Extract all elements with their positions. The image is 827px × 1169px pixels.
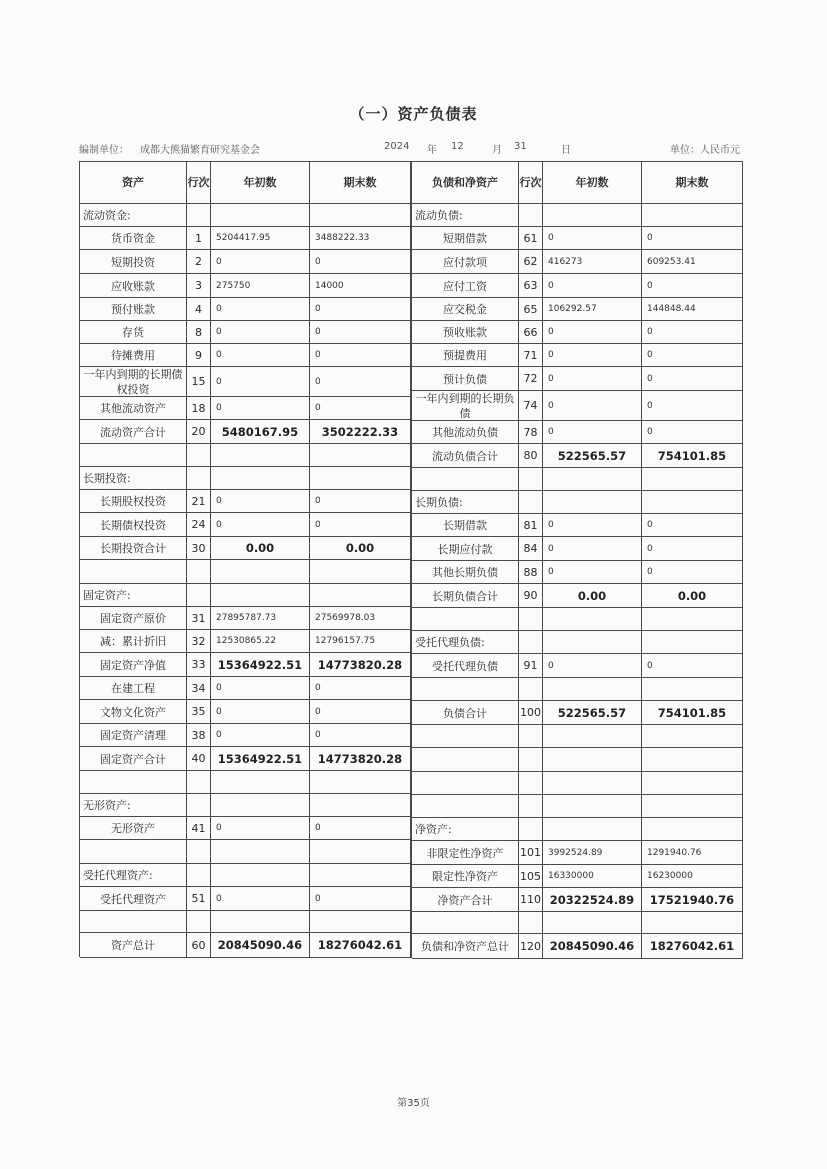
section-label: 净资产: <box>412 818 519 841</box>
total-row-label: 固定资产合计 <box>80 747 187 771</box>
end-value: 0 <box>310 344 411 367</box>
row-label: 应付工资 <box>412 274 519 298</box>
end-value: 0 <box>310 250 411 274</box>
end-value: 0 <box>642 561 743 584</box>
row-label: 长期应付款 <box>412 537 519 561</box>
line-number: 51 <box>187 887 211 911</box>
empty-cell <box>211 771 310 794</box>
total-row-label: 流动资产合计 <box>80 420 187 444</box>
row-label: 一年内到期的长期负债 <box>412 391 519 421</box>
end-value: 0 <box>310 367 411 397</box>
begin-value: 0 <box>543 654 642 678</box>
empty-cell <box>310 467 411 490</box>
line-number: 9 <box>187 344 211 367</box>
end-value: 609253.41 <box>642 250 743 274</box>
row-label: 无形资产 <box>80 817 187 840</box>
total-end-value: 0.00 <box>310 537 411 560</box>
total-end-value: 754101.85 <box>642 444 743 468</box>
begin-value: 0 <box>543 561 642 584</box>
empty-cell <box>642 631 743 654</box>
empty-cell <box>412 795 519 818</box>
section-label: 流动资金: <box>80 204 187 227</box>
begin-value: 5204417.95 <box>211 227 310 250</box>
line-number: 100 <box>519 701 543 725</box>
section-label: 长期投资: <box>80 467 187 490</box>
empty-cell <box>543 204 642 227</box>
line-number: 32 <box>187 630 211 653</box>
line-number: 21 <box>187 490 211 513</box>
empty-cell <box>543 631 642 654</box>
empty-cell <box>310 864 411 887</box>
total-begin-value: 0.00 <box>211 537 310 560</box>
begin-value: 0 <box>543 321 642 344</box>
empty-cell <box>543 748 642 772</box>
left-header-end: 期末数 <box>310 161 411 204</box>
empty-cell <box>519 795 543 818</box>
section-label: 固定资产: <box>80 584 187 607</box>
line-number: 62 <box>519 250 543 274</box>
begin-value: 0 <box>543 274 642 298</box>
line-number: 34 <box>187 677 211 700</box>
empty-cell <box>187 864 211 887</box>
begin-value: 416273 <box>543 250 642 274</box>
row-label: 其他流动负债 <box>412 421 519 444</box>
line-number: 35 <box>187 700 211 724</box>
empty-cell <box>187 840 211 864</box>
line-number: 3 <box>187 274 211 298</box>
year-label: 年 <box>427 145 437 156</box>
empty-cell <box>211 560 310 584</box>
row-label: 应交税金 <box>412 298 519 321</box>
left-header-begin: 年初数 <box>211 161 310 204</box>
total-begin-value: 5480167.95 <box>211 420 310 444</box>
total-begin-value: 522565.57 <box>543 701 642 725</box>
line-number: 63 <box>519 274 543 298</box>
end-value: 0 <box>310 298 411 321</box>
report-month: 12 <box>451 141 464 152</box>
row-label: 非限定性净资产 <box>412 841 519 865</box>
day-label: 日 <box>561 145 571 156</box>
row-label: 应付款项 <box>412 250 519 274</box>
row-label: 其他长期负债 <box>412 561 519 584</box>
end-value: 0 <box>310 817 411 840</box>
total-end-value: 18276042.61 <box>642 934 743 959</box>
line-number: 101 <box>519 841 543 865</box>
empty-cell <box>642 204 743 227</box>
row-label: 文物文化资产 <box>80 700 187 724</box>
empty-cell <box>80 911 187 933</box>
total-row-label: 资产总计 <box>80 933 187 958</box>
row-label: 长期债权投资 <box>80 513 187 537</box>
begin-value: 0 <box>211 397 310 420</box>
line-number: 33 <box>187 653 211 677</box>
empty-cell <box>187 560 211 584</box>
begin-value: 3992524.89 <box>543 841 642 865</box>
total-row-label: 固定资产净值 <box>80 653 187 677</box>
end-value: 0 <box>310 513 411 537</box>
line-number: 65 <box>519 298 543 321</box>
balance-sheet-table <box>79 161 742 953</box>
begin-value: 0 <box>211 344 310 367</box>
prepared-by-label: 编制单位： <box>79 145 129 156</box>
empty-cell <box>519 631 543 654</box>
section-label: 受托代理资产: <box>80 864 187 887</box>
begin-value: 0 <box>543 367 642 391</box>
total-end-value: 3502222.33 <box>310 420 411 444</box>
empty-cell <box>543 818 642 841</box>
end-value: 144848.44 <box>642 298 743 321</box>
empty-cell <box>211 204 310 227</box>
total-row-label: 长期负债合计 <box>412 584 519 608</box>
empty-cell <box>543 725 642 748</box>
total-begin-value: 20322524.89 <box>543 888 642 912</box>
month-label: 月 <box>492 145 502 156</box>
begin-value: 0 <box>543 391 642 421</box>
begin-value: 0 <box>211 817 310 840</box>
header-asset: 资产 <box>80 161 187 204</box>
section-label: 无形资产: <box>80 794 187 817</box>
empty-cell <box>310 794 411 817</box>
end-value: 14000 <box>310 274 411 298</box>
empty-cell <box>211 467 310 490</box>
line-number: 8 <box>187 321 211 344</box>
line-number: 74 <box>519 391 543 421</box>
row-label: 在建工程 <box>80 677 187 700</box>
empty-cell <box>211 840 310 864</box>
end-value: 0 <box>642 537 743 561</box>
begin-value: 0 <box>543 344 642 367</box>
line-number: 105 <box>519 865 543 888</box>
total-end-value: 14773820.28 <box>310 747 411 771</box>
begin-value: 0 <box>211 321 310 344</box>
empty-cell <box>412 608 519 631</box>
total-begin-value: 20845090.46 <box>211 933 310 958</box>
empty-cell <box>412 678 519 701</box>
total-begin-value: 522565.57 <box>543 444 642 468</box>
line-number: 1 <box>187 227 211 250</box>
begin-value: 0 <box>211 367 310 397</box>
empty-cell <box>519 725 543 748</box>
row-label: 预付账款 <box>80 298 187 321</box>
row-label: 长期股权投资 <box>80 490 187 513</box>
empty-cell <box>310 584 411 607</box>
end-value: 0 <box>642 391 743 421</box>
empty-cell <box>187 911 211 933</box>
empty-cell <box>310 840 411 864</box>
row-label: 固定资产清理 <box>80 724 187 747</box>
line-number: 40 <box>187 747 211 771</box>
empty-cell <box>412 748 519 772</box>
end-value: 0 <box>310 490 411 513</box>
total-end-value: 18276042.61 <box>310 933 411 958</box>
end-value: 0 <box>642 367 743 391</box>
begin-value: 16330000 <box>543 865 642 888</box>
total-begin-value: 15364922.51 <box>211 747 310 771</box>
end-value: 0 <box>310 677 411 700</box>
row-label: 预收账款 <box>412 321 519 344</box>
row-label: 一年内到期的长期债权投资 <box>80 367 187 397</box>
row-label: 固定资产原价 <box>80 607 187 630</box>
empty-cell <box>642 468 743 491</box>
end-value: 16230000 <box>642 865 743 888</box>
empty-cell <box>642 772 743 795</box>
empty-cell <box>211 911 310 933</box>
line-number: 88 <box>519 561 543 584</box>
empty-cell <box>187 444 211 467</box>
end-value: 1291940.76 <box>642 841 743 865</box>
end-value: 0 <box>642 274 743 298</box>
right-half <box>411 161 742 958</box>
row-label: 短期借款 <box>412 227 519 250</box>
right-header-line: 行次 <box>519 161 543 204</box>
begin-value: 0 <box>211 298 310 321</box>
section-label: 流动负债: <box>412 204 519 227</box>
row-label: 减：累计折旧 <box>80 630 187 653</box>
row-label: 受托代理资产 <box>80 887 187 911</box>
end-value: 0 <box>310 397 411 420</box>
header-liabilities: 负债和净资产 <box>412 161 519 204</box>
empty-cell <box>543 772 642 795</box>
begin-value: 0 <box>211 887 310 911</box>
line-number: 2 <box>187 250 211 274</box>
end-value: 0 <box>310 887 411 911</box>
begin-value: 0 <box>211 700 310 724</box>
begin-value: 0 <box>211 724 310 747</box>
section-label: 长期负债: <box>412 491 519 514</box>
end-value: 0 <box>642 321 743 344</box>
total-row-label: 流动负债合计 <box>412 444 519 468</box>
empty-cell <box>211 584 310 607</box>
row-label: 其他流动资产 <box>80 397 187 420</box>
empty-cell <box>543 678 642 701</box>
line-number: 120 <box>519 934 543 959</box>
end-value: 0 <box>642 654 743 678</box>
begin-value: 0 <box>543 514 642 537</box>
total-row-label: 长期投资合计 <box>80 537 187 560</box>
empty-cell <box>519 468 543 491</box>
end-value: 0 <box>310 724 411 747</box>
begin-value: 0 <box>211 250 310 274</box>
end-value: 0 <box>642 514 743 537</box>
end-value: 0 <box>642 344 743 367</box>
begin-value: 106292.57 <box>543 298 642 321</box>
total-begin-value: 20845090.46 <box>543 934 642 959</box>
total-end-value: 754101.85 <box>642 701 743 725</box>
empty-cell <box>519 678 543 701</box>
line-number: 4 <box>187 298 211 321</box>
line-number: 18 <box>187 397 211 420</box>
empty-cell <box>519 772 543 795</box>
row-label: 存货 <box>80 321 187 344</box>
empty-cell <box>642 678 743 701</box>
empty-cell <box>187 794 211 817</box>
report-year: 2024 <box>384 141 410 152</box>
empty-cell <box>543 468 642 491</box>
begin-value: 275750 <box>211 274 310 298</box>
empty-cell <box>519 748 543 772</box>
section-label: 受托代理负债: <box>412 631 519 654</box>
empty-cell <box>642 608 743 631</box>
empty-cell <box>187 467 211 490</box>
begin-value: 0 <box>211 490 310 513</box>
empty-cell <box>310 444 411 467</box>
line-number: 24 <box>187 513 211 537</box>
line-number: 71 <box>519 344 543 367</box>
empty-cell <box>642 818 743 841</box>
empty-cell <box>187 204 211 227</box>
empty-cell <box>310 204 411 227</box>
row-label: 短期投资 <box>80 250 187 274</box>
right-header-end: 期末数 <box>642 161 743 204</box>
empty-cell <box>642 748 743 772</box>
left-half <box>79 161 410 957</box>
line-number: 84 <box>519 537 543 561</box>
right-header-begin: 年初数 <box>543 161 642 204</box>
empty-cell <box>519 912 543 934</box>
empty-cell <box>543 491 642 514</box>
line-number: 90 <box>519 584 543 608</box>
empty-cell <box>519 608 543 631</box>
line-number: 15 <box>187 367 211 397</box>
total-row-label: 负债和净资产总计 <box>412 934 519 959</box>
empty-cell <box>642 725 743 748</box>
currency-unit: 单位：人民币元 <box>670 145 740 156</box>
empty-cell <box>519 491 543 514</box>
empty-cell <box>543 608 642 631</box>
row-label: 待摊费用 <box>80 344 187 367</box>
total-end-value: 14773820.28 <box>310 653 411 677</box>
line-number: 20 <box>187 420 211 444</box>
end-value: 3488222.33 <box>310 227 411 250</box>
line-number: 30 <box>187 537 211 560</box>
line-number: 72 <box>519 367 543 391</box>
line-number: 31 <box>187 607 211 630</box>
line-number: 81 <box>519 514 543 537</box>
line-number: 66 <box>519 321 543 344</box>
begin-value: 0 <box>543 227 642 250</box>
total-end-value: 17521940.76 <box>642 888 743 912</box>
row-label: 限定性净资产 <box>412 865 519 888</box>
empty-cell <box>642 795 743 818</box>
line-number: 38 <box>187 724 211 747</box>
begin-value: 27895787.73 <box>211 607 310 630</box>
line-number: 60 <box>187 933 211 958</box>
begin-value: 0 <box>211 677 310 700</box>
end-value: 27569978.03 <box>310 607 411 630</box>
empty-cell <box>642 491 743 514</box>
empty-cell <box>519 818 543 841</box>
line-number: 110 <box>519 888 543 912</box>
empty-cell <box>80 444 187 467</box>
page-number: 第35页 <box>397 1098 430 1109</box>
line-number: 78 <box>519 421 543 444</box>
empty-cell <box>412 725 519 748</box>
row-label: 预提费用 <box>412 344 519 367</box>
total-row-label: 净资产合计 <box>412 888 519 912</box>
end-value: 0 <box>310 700 411 724</box>
end-value: 0 <box>642 421 743 444</box>
row-label: 受托代理负债 <box>412 654 519 678</box>
begin-value: 0 <box>211 513 310 537</box>
empty-cell <box>80 771 187 794</box>
line-number: 61 <box>519 227 543 250</box>
empty-cell <box>187 584 211 607</box>
empty-cell <box>310 771 411 794</box>
total-begin-value: 0.00 <box>543 584 642 608</box>
empty-cell <box>642 912 743 934</box>
empty-cell <box>211 864 310 887</box>
begin-value: 12530865.22 <box>211 630 310 653</box>
empty-cell <box>80 840 187 864</box>
page-title: （一）资产负债表 <box>349 105 478 123</box>
begin-value: 0 <box>543 421 642 444</box>
line-number: 91 <box>519 654 543 678</box>
empty-cell <box>412 912 519 934</box>
empty-cell <box>211 794 310 817</box>
total-row-label: 负债合计 <box>412 701 519 725</box>
total-begin-value: 15364922.51 <box>211 653 310 677</box>
row-label: 预计负债 <box>412 367 519 391</box>
empty-cell <box>519 204 543 227</box>
empty-cell <box>543 912 642 934</box>
empty-cell <box>543 795 642 818</box>
line-number: 80 <box>519 444 543 468</box>
row-label: 应收账款 <box>80 274 187 298</box>
row-label: 货币资金 <box>80 227 187 250</box>
empty-cell <box>310 560 411 584</box>
row-label: 长期借款 <box>412 514 519 537</box>
begin-value: 0 <box>543 537 642 561</box>
empty-cell <box>187 771 211 794</box>
total-end-value: 0.00 <box>642 584 743 608</box>
empty-cell <box>211 444 310 467</box>
empty-cell <box>412 772 519 795</box>
empty-cell <box>310 911 411 933</box>
end-value: 0 <box>310 321 411 344</box>
end-value: 12796157.75 <box>310 630 411 653</box>
empty-cell <box>80 560 187 584</box>
organization-name: 成都大熊猫繁育研究基金会 <box>140 145 260 156</box>
left-header-line: 行次 <box>187 161 211 204</box>
end-value: 0 <box>642 227 743 250</box>
report-day: 31 <box>514 141 527 152</box>
line-number: 41 <box>187 817 211 840</box>
empty-cell <box>412 468 519 491</box>
